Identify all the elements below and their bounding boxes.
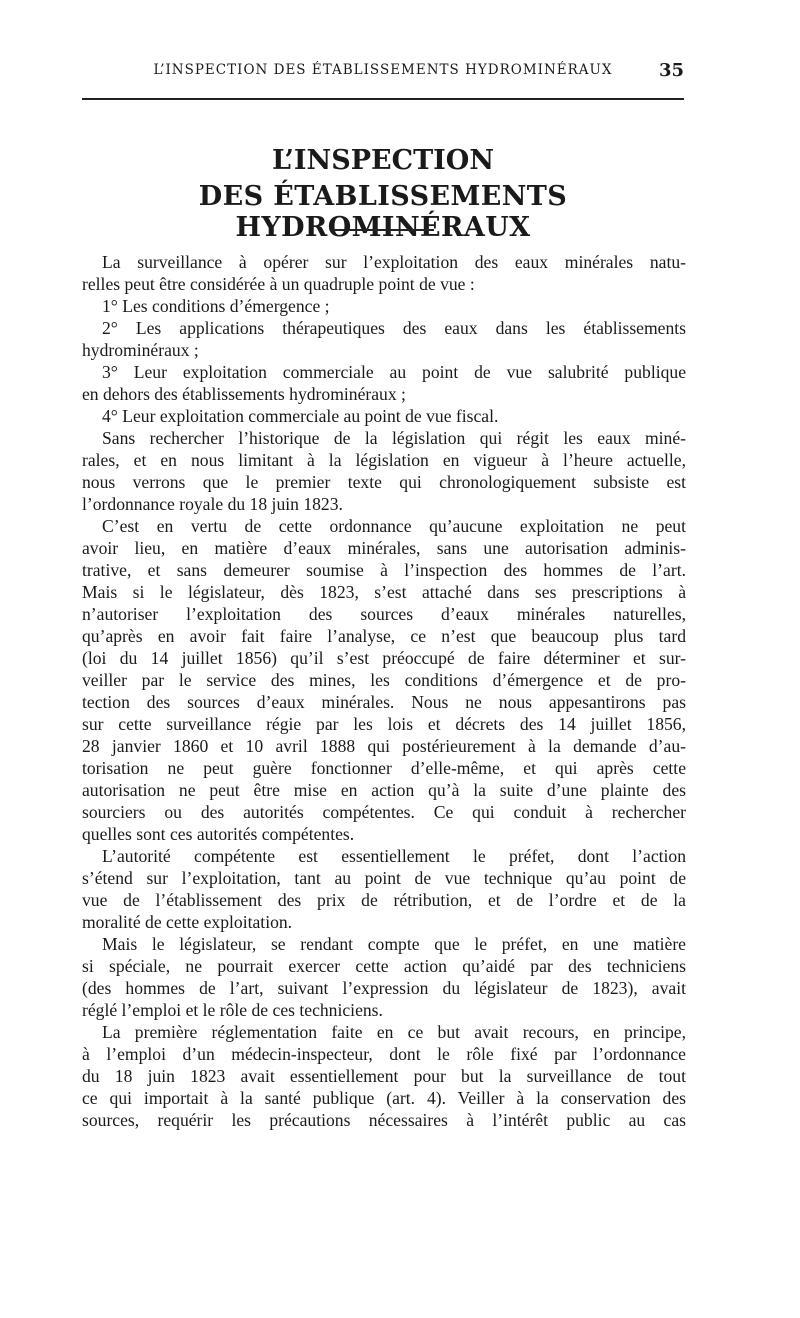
text-line: à l’emploi d’un médecin-inspecteur, dont le rôle fixé par l’ordonnance [82,1044,686,1064]
body-text [82,251,686,1131]
chapter-title-line-1: L’INSPECTION [271,145,494,176]
text-line: Mais si le législateur, dès 1823, s’est attaché dans ses prescriptions à [82,582,686,602]
text-line: n’autoriser l’exploitation des sources d’eaux minérales naturelles, [82,604,686,624]
text-line: Mais le législateur, se rendant compte que le préfet, en une matière [102,934,686,954]
text-line: rales, et en nous limitant à la législation en vigueur à l’heure actuelle, [82,450,686,470]
text-line: sur cette surveillance régie par les lois et décrets des 14 juillet 1856, [82,714,686,734]
text-line: hydrominéraux ; [82,340,199,360]
text-line: moralité de cette exploitation. [82,912,293,932]
text-line: (des hommes de l’art, suivant l’expression du législateur de 1823), avait [82,978,686,998]
text-line: avoir lieu, en matière d’eaux minérales, sans une autorisation adminis- [82,538,686,558]
text-line: C’est en vertu de cette ordonnance qu’aucune exploitation ne peut [102,516,686,536]
text-line: veiller par le service des mines, les conditions d’émergence et de pro- [82,670,686,690]
text-line: autorisation ne peut être mise en action qu’à la suite d’une plainte des [82,780,686,800]
page-number: 35 [658,60,684,81]
text-line: sources, requérir les précautions nécessaires à l’intérêt public au cas [82,1110,686,1130]
text-line: l’ordonnance royale du 18 juin 1823. [82,494,343,514]
text-line: La surveillance à opérer sur l’exploitation des eaux minérales natu- [102,252,686,272]
text-line: Sans rechercher l’historique de la législation qui régit les eaux miné- [102,428,686,448]
text-line: tection des sources d’eaux minérales. Nous ne nous appesantirons pas [82,692,686,712]
text-line: qu’après en avoir fait faire l’analyse, ce n’est que beaucoup plus tard [82,626,686,646]
chapter-title-line-2: DES ÉTABLISSEMENTS HYDROMINÉRAUX [198,181,568,243]
text-line: vue de l’établissement des prix de rétribution, et de l’ordre et de la [82,890,686,910]
text-line: (loi du 14 juillet 1856) qu’il s’est préoccupé de faire déterminer et sur- [82,648,686,668]
text-line: sourciers ou des autorités compétentes. Ce qui conduit à rechercher [82,802,686,822]
text-line: torisation ne peut guère fonctionner d’elle-même, et qui après cette [82,758,686,778]
text-line: réglé l’emploi et le rôle de ces techniciens. [82,1000,383,1020]
text-line: s’étend sur l’exploitation, tant au point de vue technique qu’au point de [82,868,686,888]
text-line: La première réglementation faite en ce but avait recours, en principe, [102,1022,686,1042]
title-rule [331,229,434,231]
text-line: relles peut être considérée à un quadruple point de vue : [82,274,475,294]
header-rule [82,98,684,100]
text-line: du 18 juin 1823 avait essentiellement pour but la surveillance de tout [82,1066,686,1086]
text-line: 4° Leur exploitation commerciale au point de vue fiscal. [102,406,499,426]
text-line: en dehors des établissements hydrominéraux ; [82,384,406,404]
running-header [82,62,684,86]
text-line: 1° Les conditions d’émergence ; [102,296,330,316]
text-line: 3° Leur exploitation commerciale au point de vue salubrité publique [102,362,686,382]
text-line: si spéciale, ne pourrait exercer cette action qu’aidé par des techniciens [82,956,686,976]
text-line: ce qui importait à la santé publique (art. 4). Veiller à la conservation des [82,1088,686,1108]
text-line: trative, et sans demeurer soumise à l’inspection des hommes de l’art. [82,560,686,580]
text-line: 28 janvier 1860 et 10 avril 1888 qui postérieurement à la demande d’au- [82,736,686,756]
running-title: L’INSPECTION DES ÉTABLISSEMENTS HYDROMINÉRAUX [153,62,613,78]
text-line: nous verrons que le premier texte qui chronologiquement subsiste est [82,472,686,492]
text-line: L’autorité compétente est essentiellement le préfet, dont l’action [102,846,686,866]
text-line: quelles sont ces autorités compétentes. [82,824,355,844]
text-line: 2° Les applications thérapeutiques des eaux dans les établissements [102,318,686,338]
